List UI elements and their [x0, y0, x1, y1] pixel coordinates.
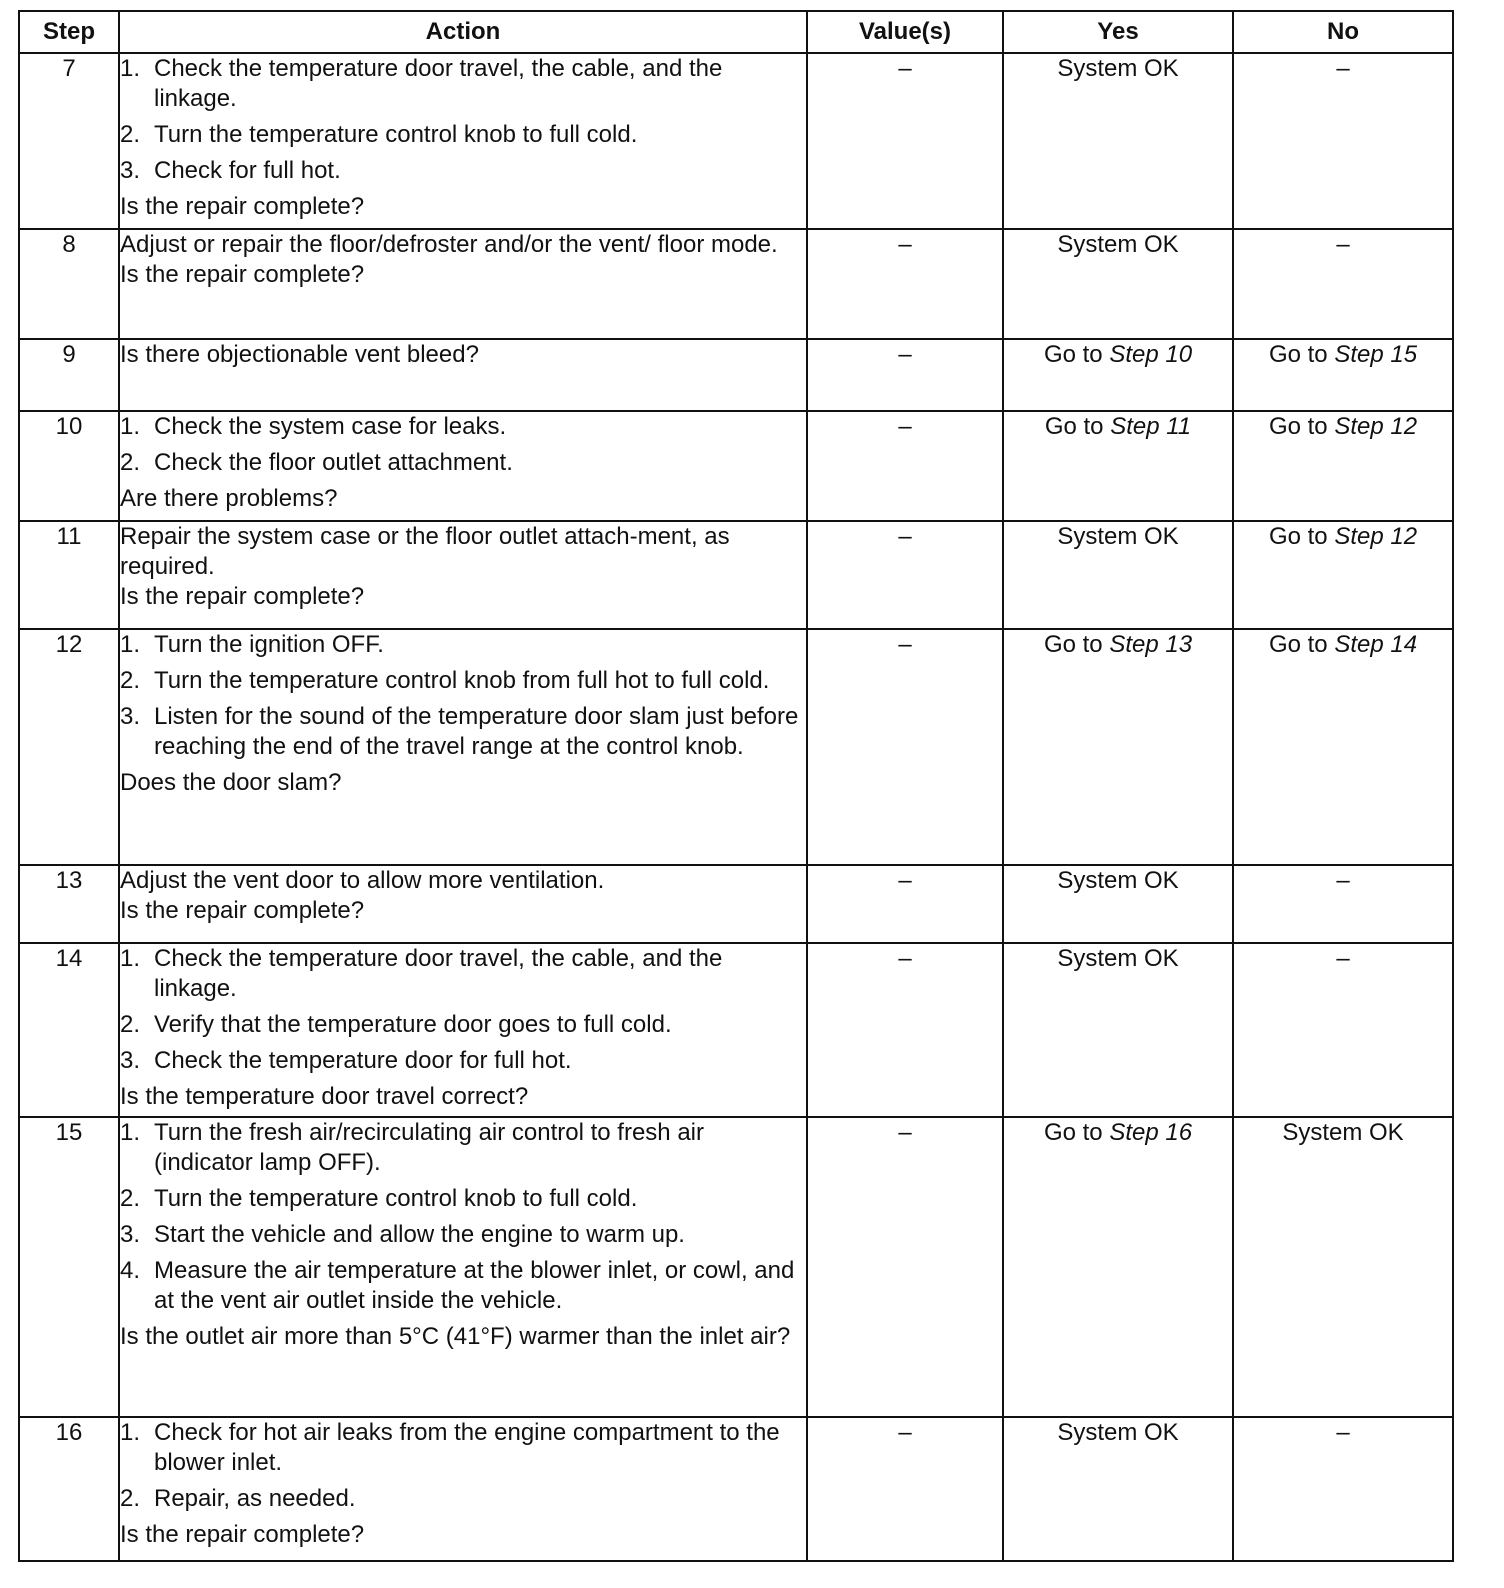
action-text: Repair the system case or the floor outlet attach-ment, as required.: [120, 523, 730, 580]
yes-step-link[interactable]: Step 11: [1110, 413, 1192, 440]
no-prefix: Go to: [1268, 631, 1335, 658]
table-row: [19, 865, 1453, 943]
action-step-item: [120, 1184, 806, 1214]
no-step-link[interactable]: Step 15: [1334, 341, 1418, 368]
action-step-item: [120, 1046, 806, 1076]
item-text: Check the temperature door travel, the cable, and the linkage.: [154, 55, 723, 112]
item-number: 1.: [120, 1419, 141, 1446]
yes-cell: [1003, 53, 1233, 229]
item-text: Turn the fresh air/recirculating air control to fresh air (indicator lamp OFF).: [154, 1119, 704, 1176]
item-number: 3.: [120, 1221, 141, 1248]
item-text: Turn the temperature control knob from full hot to full cold.: [154, 667, 770, 694]
no-prefix: Go to: [1268, 341, 1335, 368]
yes-step-link[interactable]: Step 13: [1109, 631, 1193, 658]
value-cell: –: [807, 629, 1003, 865]
step-number: 14: [19, 943, 119, 1117]
yes-text: System OK: [1057, 867, 1179, 894]
action-step-item: [120, 54, 806, 114]
action-step-item: [120, 1010, 806, 1040]
action-step-item: [120, 630, 806, 660]
step-number: 12: [19, 629, 119, 865]
action-cell: [119, 943, 807, 1117]
value-cell: –: [807, 1417, 1003, 1561]
table-row: [19, 521, 1453, 629]
header-no: No: [1233, 11, 1453, 53]
item-number: 4.: [120, 1257, 141, 1284]
table-row: [19, 53, 1453, 229]
action-question: Does the door slam?: [120, 769, 342, 796]
no-cell: [1233, 1117, 1453, 1417]
item-text: Repair, as needed.: [154, 1485, 356, 1512]
no-text: –: [1336, 867, 1350, 894]
item-number: 2.: [120, 667, 141, 694]
action-step-item: [120, 1256, 806, 1316]
yes-cell: [1003, 1117, 1233, 1417]
no-step-link[interactable]: Step 14: [1334, 631, 1418, 658]
action-step-item: [120, 1118, 806, 1178]
step-number: 8: [19, 229, 119, 339]
no-cell: [1233, 411, 1453, 521]
item-text: Turn the ignition OFF.: [154, 631, 384, 658]
no-cell: [1233, 229, 1453, 339]
yes-cell: [1003, 339, 1233, 411]
table-row: [19, 629, 1453, 865]
no-cell: [1233, 865, 1453, 943]
step-number: 9: [19, 339, 119, 411]
table-row: [19, 943, 1453, 1117]
value-cell: –: [807, 865, 1003, 943]
no-text: –: [1336, 1419, 1350, 1446]
item-text: Turn the temperature control knob to full cold.: [154, 121, 638, 148]
item-number: 1.: [120, 413, 141, 440]
action-step-item: [120, 1418, 806, 1478]
yes-text: System OK: [1057, 1419, 1179, 1446]
action-cell: [119, 1417, 807, 1561]
item-text: Turn the temperature control knob to full cold.: [154, 1185, 638, 1212]
item-text: Check for full hot.: [154, 157, 341, 184]
action-step-item: [120, 412, 806, 442]
no-text: –: [1336, 231, 1350, 258]
yes-cell: [1003, 865, 1233, 943]
action-question: Is the repair complete?: [120, 583, 365, 610]
action-step-item: [120, 1220, 806, 1250]
action-cell: [119, 339, 807, 411]
header-step: Step: [19, 11, 119, 53]
value-cell: –: [807, 53, 1003, 229]
yes-prefix: Go to: [1043, 341, 1110, 368]
no-step-link[interactable]: Step 12: [1334, 523, 1418, 550]
item-text: Measure the air temperature at the blower inlet, or cowl, and at the vent air outlet inside the vehicle.: [154, 1257, 795, 1314]
diagnostic-table: [18, 10, 1454, 1562]
no-cell: [1233, 521, 1453, 629]
step-number: 10: [19, 411, 119, 521]
action-text: Adjust the vent door to allow more ventilation.: [120, 867, 605, 894]
action-cell: [119, 411, 807, 521]
no-text: –: [1336, 55, 1350, 82]
action-cell: [119, 865, 807, 943]
value-cell: –: [807, 339, 1003, 411]
no-text: –: [1336, 945, 1350, 972]
table-row: [19, 229, 1453, 339]
item-text: Listen for the sound of the temperature door slam just before reaching the end of the travel range at the control knob.: [154, 703, 799, 760]
value-cell: –: [807, 229, 1003, 339]
yes-text: System OK: [1057, 523, 1179, 550]
item-number: 2.: [120, 1011, 141, 1038]
yes-cell: [1003, 943, 1233, 1117]
item-text: Start the vehicle and allow the engine to warm up.: [154, 1221, 685, 1248]
no-cell: [1233, 1417, 1453, 1561]
table-row: [19, 1117, 1453, 1417]
yes-prefix: Go to: [1044, 413, 1111, 440]
item-number: 2.: [120, 1185, 141, 1212]
yes-cell: [1003, 1417, 1233, 1561]
action-question: Is the outlet air more than 5°C (41°F) warmer than the inlet air?: [120, 1323, 791, 1350]
header-action: Action: [119, 11, 807, 53]
action-question: Is the temperature door travel correct?: [120, 1083, 529, 1110]
table-row: [19, 411, 1453, 521]
item-text: Check the system case for leaks.: [154, 413, 507, 440]
value-cell: –: [807, 943, 1003, 1117]
no-prefix: Go to: [1268, 413, 1335, 440]
item-text: Verify that the temperature door goes to full cold.: [154, 1011, 672, 1038]
header-values: Value(s): [807, 11, 1003, 53]
item-number: 1.: [120, 55, 141, 82]
action-question: Is there objectionable vent bleed?: [120, 341, 479, 368]
item-text: Check the floor outlet attachment.: [154, 449, 513, 476]
yes-prefix: Go to: [1043, 631, 1110, 658]
no-cell: [1233, 339, 1453, 411]
yes-step-link[interactable]: Step 10: [1109, 341, 1193, 368]
value-cell: –: [807, 1117, 1003, 1417]
item-text: Check for hot air leaks from the engine compartment to the blower inlet.: [154, 1419, 780, 1476]
no-cell: [1233, 943, 1453, 1117]
yes-cell: [1003, 229, 1233, 339]
step-number: 7: [19, 53, 119, 229]
action-step-item: [120, 1484, 806, 1514]
no-text: System OK: [1282, 1119, 1404, 1146]
step-number: 11: [19, 521, 119, 629]
no-prefix: Go to: [1268, 523, 1335, 550]
header-row: [19, 11, 1453, 53]
action-step-item: [120, 702, 806, 762]
action-cell: [119, 521, 807, 629]
item-number: 3.: [120, 703, 141, 730]
action-step-item: [120, 448, 806, 478]
item-number: 2.: [120, 121, 141, 148]
action-question: Are there problems?: [120, 485, 338, 512]
item-text: Check the temperature door for full hot.: [154, 1047, 572, 1074]
step-number: 16: [19, 1417, 119, 1561]
value-cell: –: [807, 411, 1003, 521]
action-step-item: [120, 120, 806, 150]
value-cell: –: [807, 521, 1003, 629]
yes-cell: [1003, 629, 1233, 865]
action-cell: [119, 629, 807, 865]
item-number: 1.: [120, 945, 141, 972]
action-step-item: [120, 156, 806, 186]
yes-step-link[interactable]: Step 16: [1109, 1119, 1193, 1146]
item-number: 1.: [120, 631, 141, 658]
action-question: Is the repair complete?: [120, 897, 365, 924]
yes-cell: [1003, 521, 1233, 629]
step-number: 13: [19, 865, 119, 943]
action-cell: [119, 229, 807, 339]
action-question: Is the repair complete?: [120, 193, 365, 220]
action-cell: [119, 53, 807, 229]
step-number: 15: [19, 1117, 119, 1417]
no-cell: [1233, 629, 1453, 865]
yes-text: System OK: [1057, 231, 1179, 258]
item-number: 3.: [120, 157, 141, 184]
action-text: Adjust or repair the floor/defroster and/or the vent/ floor mode.: [120, 231, 778, 258]
action-step-item: [120, 666, 806, 696]
item-number: 2.: [120, 449, 141, 476]
yes-text: System OK: [1057, 945, 1179, 972]
item-number: 3.: [120, 1047, 141, 1074]
item-text: Check the temperature door travel, the cable, and the linkage.: [154, 945, 723, 1002]
action-cell: [119, 1117, 807, 1417]
yes-cell: [1003, 411, 1233, 521]
action-question: Is the repair complete?: [120, 261, 365, 288]
table-row: [19, 339, 1453, 411]
no-step-link[interactable]: Step 12: [1334, 413, 1418, 440]
action-step-item: [120, 944, 806, 1004]
action-question: Is the repair complete?: [120, 1521, 365, 1548]
no-cell: [1233, 53, 1453, 229]
item-number: 2.: [120, 1485, 141, 1512]
yes-text: System OK: [1057, 55, 1179, 82]
header-yes: Yes: [1003, 11, 1233, 53]
yes-prefix: Go to: [1043, 1119, 1110, 1146]
table-row: [19, 1417, 1453, 1561]
item-number: 1.: [120, 1119, 141, 1146]
